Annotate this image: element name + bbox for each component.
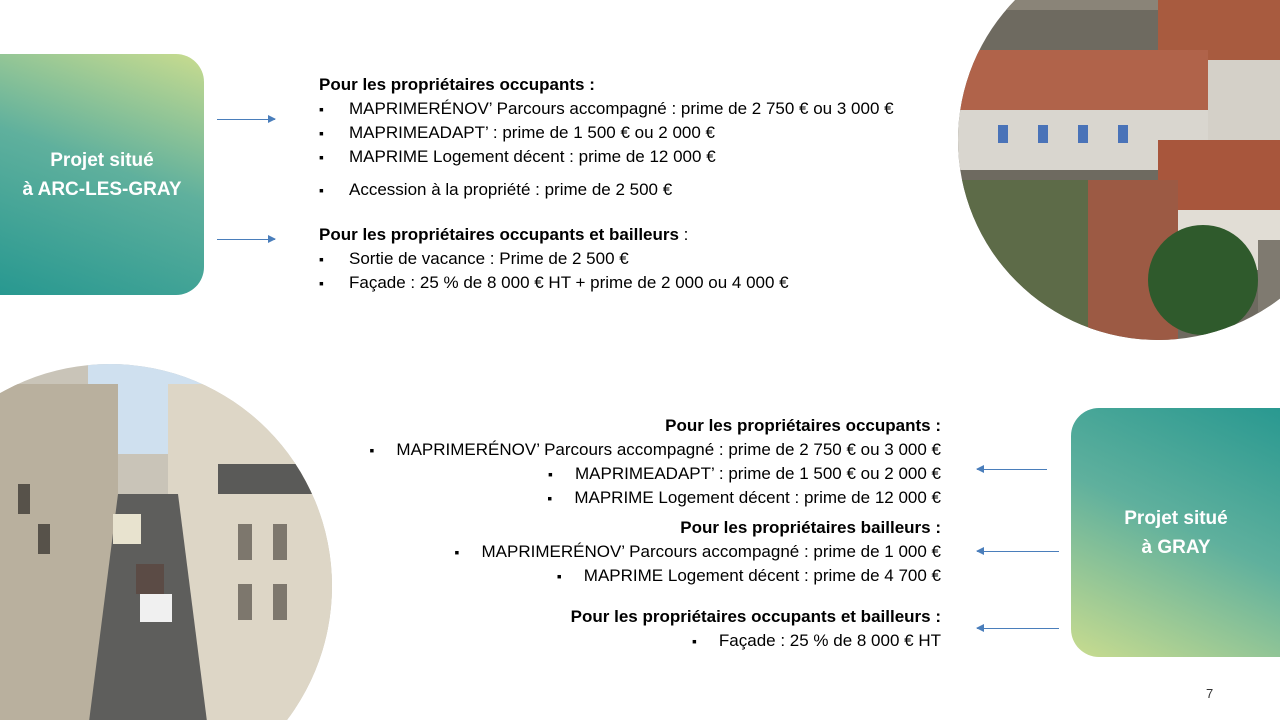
bullet-icon: ▪ — [454, 544, 460, 560]
gray-owners-occupants-block — [369, 414, 941, 510]
bullet-icon: ▪ — [556, 568, 562, 584]
list-item: ▪ Façade : 25 % de 8 000 € HT + prime de 2 000 ou 4 000 € — [319, 271, 789, 295]
arrow-left-icon — [977, 469, 1047, 470]
arrow-left-icon — [977, 628, 1059, 629]
page-number: 7 — [1206, 686, 1214, 701]
bullet-icon: ▪ — [369, 442, 375, 458]
list-item: ▪ MAPRIME Logement décent : prime de 12 000 € — [319, 145, 894, 169]
list-item — [571, 629, 941, 653]
arrow-right-icon — [217, 119, 275, 120]
bullet-icon: ▪ — [691, 633, 697, 649]
card-line-1: Projet situé — [1124, 507, 1228, 529]
arrow-left-icon — [977, 551, 1059, 552]
gray-group2-heading: Pour les propriétaires bailleurs : — [680, 518, 941, 537]
list-item-text: MAPRIMERÉNOV’ Parcours accompagné : prime de 2 750 € ou 3 000 € — [396, 440, 941, 459]
project-card-arc-les-gray — [0, 54, 204, 295]
list-item — [369, 486, 941, 510]
list-item: ▪ Sortie de vacance : Prime de 2 500 € — [319, 247, 789, 271]
arrow-right-icon — [217, 239, 275, 240]
aerial-houses-photo — [958, 0, 1280, 340]
bullet-icon: ▪ — [548, 466, 553, 482]
gray-group1-heading: Pour les propriétaires occupants : — [665, 416, 941, 435]
gray-group3-heading: Pour les propriétaires occupants et bailleurs : — [570, 607, 941, 626]
card-line-2: à GRAY — [1141, 536, 1211, 558]
project-card-gray — [1071, 408, 1280, 657]
card-line-1: Projet situé — [50, 149, 154, 171]
list-item — [369, 438, 941, 462]
arc-owners-and-landlords-block — [319, 223, 789, 295]
list-item — [369, 462, 941, 486]
list-item-text: MAPRIME Logement décent : prime de 12 000 € — [574, 488, 941, 507]
bullet-icon: ▪ — [547, 490, 553, 506]
arc-group1-heading: Pour les propriétaires occupants : — [319, 75, 595, 94]
heading-suffix: : — [678, 225, 689, 244]
gray-landlords-block — [455, 516, 941, 588]
arc-group2-heading: Pour les propriétaires occupants et bailleurs — [319, 225, 679, 244]
list-item: ▪ MAPRIMERÉNOV’ Parcours accompagné : prime de 2 750 € ou 3 000 € — [319, 97, 894, 121]
arc-group2-heading-row — [319, 223, 789, 247]
list-item — [455, 564, 941, 588]
list-item: ▪ Accession à la propriété : prime de 2 500 € — [319, 178, 894, 202]
list-item-text: MAPRIMEADAPT’ : prime de 1 500 € ou 2 000 € — [575, 464, 941, 483]
card-line-2: à ARC-LES-GRAY — [22, 178, 182, 200]
list-item-text: MAPRIMERÉNOV’ Parcours accompagné : prime de 1 000 € — [481, 542, 941, 561]
list-item-text: MAPRIME Logement décent : prime de 4 700 € — [583, 566, 941, 585]
gray-owners-and-landlords-block — [571, 605, 941, 653]
list-item-text: Façade : 25 % de 8 000 € HT — [718, 631, 941, 650]
list-item — [455, 540, 941, 564]
list-item: ▪ MAPRIMEADAPT’ : prime de 1 500 € ou 2 000 € — [319, 121, 894, 145]
street-photo — [0, 364, 332, 720]
arc-owners-occupants-block — [319, 73, 894, 202]
